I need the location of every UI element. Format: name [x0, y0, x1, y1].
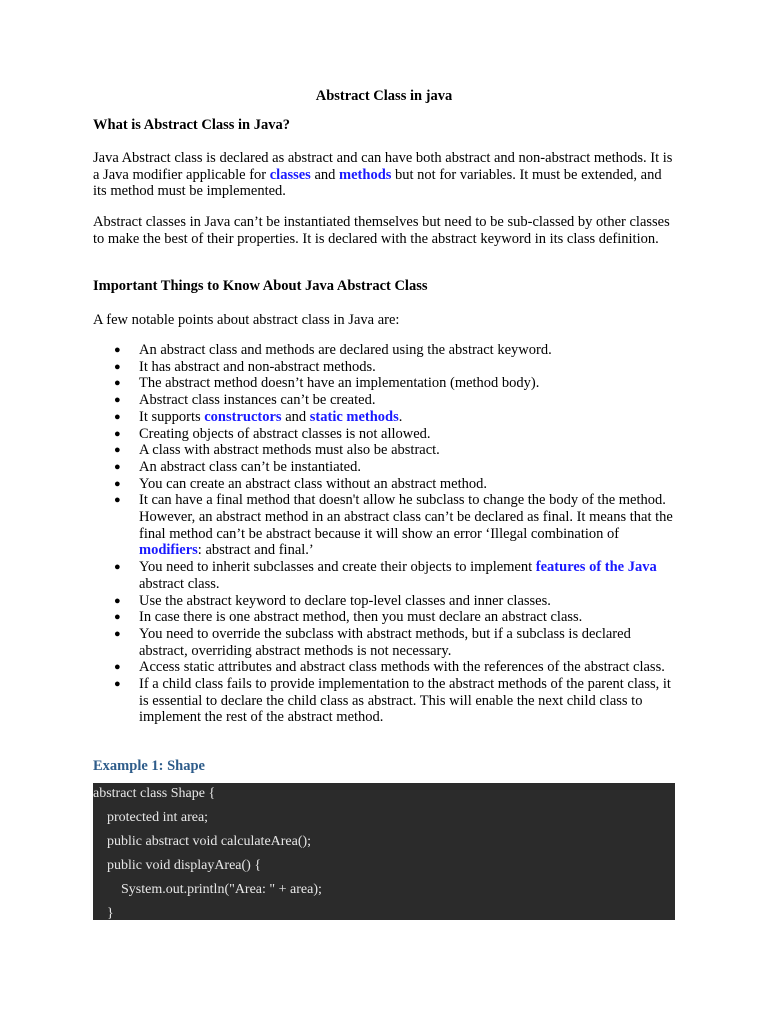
features-of-java-link[interactable]: features of the Java	[535, 559, 657, 576]
intro-text-part1: Java Abstract class is declared as abstract and can have both abstract and non-abstract methods. It is a Java modifier applicable for	[93, 150, 673, 183]
list-item-text: In case there is one abstract method, then you must declare an abstract class.	[139, 609, 583, 626]
bullet-icon: ●	[114, 494, 121, 507]
list-item	[93, 426, 678, 443]
list-item	[93, 409, 678, 426]
code-line: }	[93, 906, 114, 920]
bullet-icon: ●	[114, 460, 121, 473]
code-line: abstract class Shape {	[93, 786, 216, 801]
static-methods-link[interactable]: static methods	[309, 408, 399, 425]
modifiers-link[interactable]: modifiers	[139, 542, 198, 559]
intro-text-part3: but not for variables. It must be extended, and its method must be implemented.	[93, 166, 662, 200]
bullet-icon: ●	[114, 344, 121, 356]
list-item-text: .	[398, 408, 403, 425]
list-item-text: Use the abstract keyword to declare top-level classes and inner classes.	[139, 592, 551, 609]
bullet-icon: ●	[114, 477, 121, 490]
list-item-text: It can have a final method that doesn't allow he subclass to change the body of the method. However, an abstract method in an abstract class can’t be declared as final. It means that the final method can’t be abstract because it will show an error ‘Illegal combination of	[139, 492, 673, 542]
list-item-text: If a child class fails to provide implementation to the abstract methods of the parent class, it is essential to declare the child class as abstract. This will enable the next child class to implement the rest of the abstract method.	[139, 676, 671, 726]
list-item	[93, 559, 678, 592]
list-item	[93, 459, 678, 476]
bullet-icon: ●	[114, 611, 121, 624]
intro-paragraph	[93, 150, 673, 200]
key-points-list	[93, 342, 678, 726]
code-line: public void displayArea() {	[93, 858, 262, 873]
list-item-text: abstract class.	[139, 575, 220, 592]
list-item-text: Creating objects of abstract classes is not allowed.	[139, 425, 431, 442]
code-block	[93, 783, 675, 920]
list-item-text: An abstract class and methods are declared using the abstract keyword.	[139, 342, 552, 358]
list-item-text: You can create an abstract class without an abstract method.	[139, 475, 488, 492]
list-item	[93, 676, 678, 726]
list-item-text: and	[281, 408, 310, 425]
bullet-icon: ●	[114, 394, 121, 407]
bullet-icon: ●	[114, 627, 121, 640]
bullet-icon: ●	[114, 594, 121, 607]
list-item-text: Abstract class instances can’t be created.	[139, 392, 376, 409]
bullet-icon: ●	[114, 661, 121, 674]
list-item-text: An abstract class can’t be instantiated.	[139, 458, 361, 475]
code-line: System.out.println("Area: " + area);	[93, 882, 322, 897]
list-item	[93, 442, 678, 459]
list-item-text: It has abstract and non-abstract methods.	[139, 358, 376, 375]
list-item	[93, 375, 678, 392]
list-item-text: : abstract and final.’	[197, 542, 314, 559]
bullet-icon: ●	[114, 377, 121, 390]
list-item	[93, 476, 678, 493]
section-heading-important-things: Important Things to Know About Java Abstract Class	[93, 278, 428, 294]
bullet-icon: ●	[114, 360, 121, 373]
list-item	[93, 593, 678, 610]
classes-link[interactable]: classes	[269, 166, 311, 183]
notable-points-intro: A few notable points about abstract class in Java are:	[93, 312, 400, 328]
list-item	[93, 392, 678, 409]
list-item	[93, 342, 678, 359]
list-item-text: You need to override the subclass with abstract methods, but if a subclass is declared abstract, overriding abstract methods is not necessary.	[139, 625, 631, 659]
list-item-text: It supports	[139, 408, 205, 425]
bullet-icon: ●	[114, 678, 121, 691]
section-heading-what-is: What is Abstract Class in Java?	[93, 117, 290, 133]
list-item	[93, 659, 678, 676]
constructors-link[interactable]: constructors	[204, 408, 282, 425]
example-heading: Example 1: Shape	[93, 758, 205, 774]
intro-text-part2: and	[310, 166, 340, 183]
list-item-text: Access static attributes and abstract class methods with the references of the abstract class.	[139, 659, 665, 676]
bullet-icon: ●	[114, 444, 121, 457]
bullet-icon: ●	[114, 410, 121, 423]
bullet-icon: ●	[114, 427, 121, 440]
instantiation-paragraph: Abstract classes in Java can’t be instantiated themselves but need to be sub-classed by other classes to make the best of their properties. It is declared with the abstract keyword in its class definition.	[93, 214, 670, 247]
list-item-text: You need to inherit subclasses and create their objects to implement	[139, 559, 536, 576]
list-item	[93, 626, 678, 659]
list-item-text: The abstract method doesn’t have an implementation (method body).	[139, 375, 540, 392]
list-item	[93, 359, 678, 376]
bullet-icon: ●	[114, 561, 121, 574]
list-item	[93, 609, 678, 626]
list-item-text: A class with abstract methods must also be abstract.	[139, 442, 440, 459]
code-line: protected int area;	[93, 810, 209, 825]
list-item	[93, 492, 678, 559]
methods-link[interactable]: methods	[339, 166, 392, 183]
document-title: Abstract Class in java	[315, 88, 453, 104]
code-line: public abstract void calculateArea();	[93, 834, 312, 849]
